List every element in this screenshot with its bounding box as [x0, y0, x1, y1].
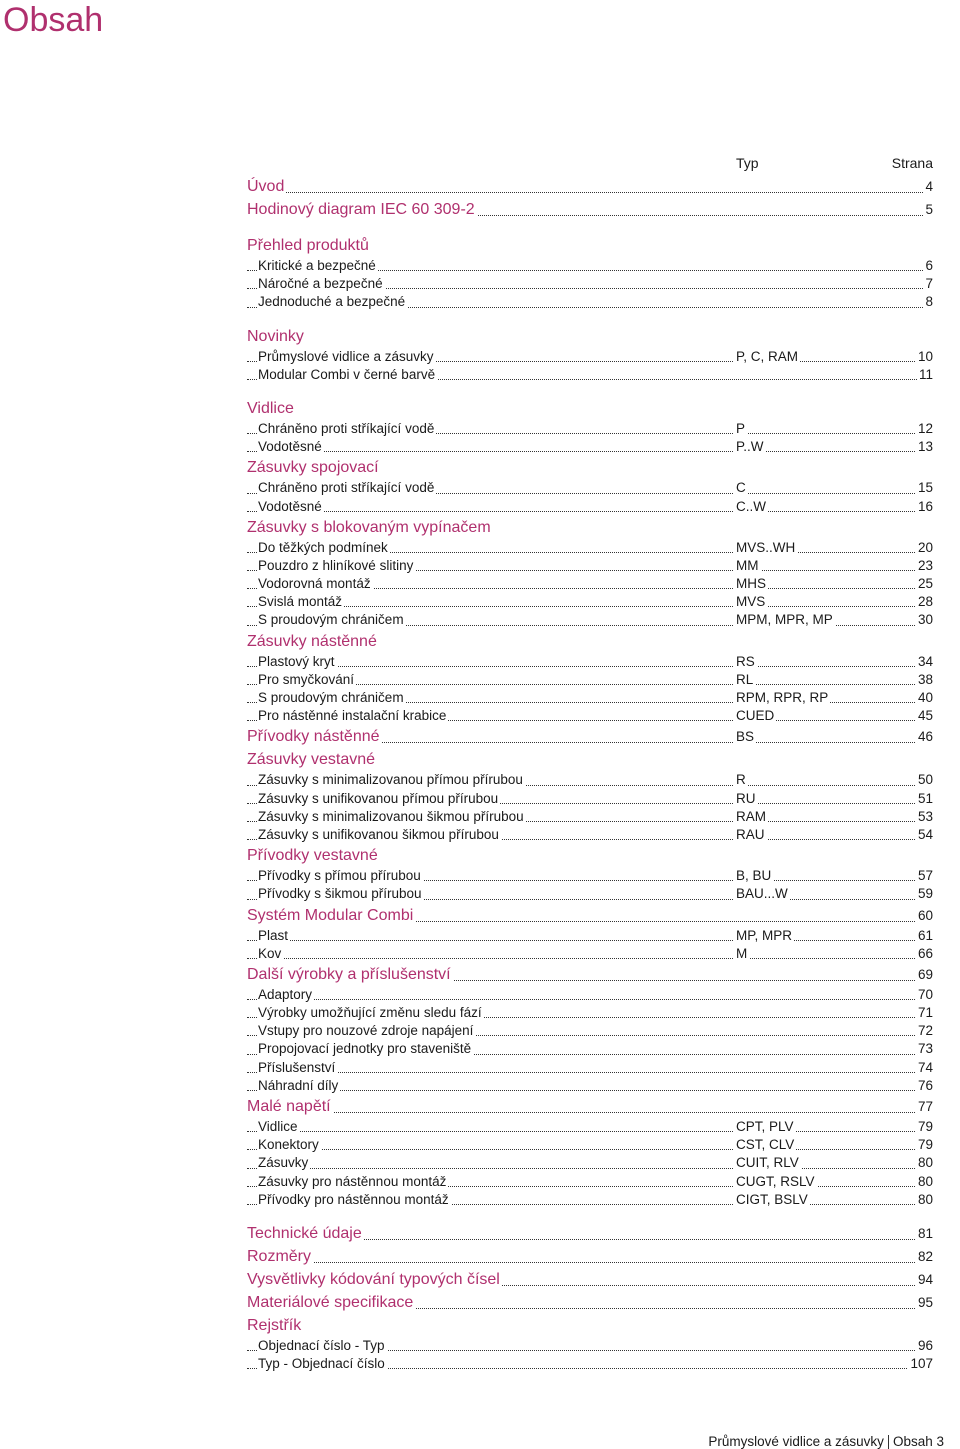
- dot-leader: [247, 1262, 933, 1263]
- toc-page-number: 10: [917, 348, 933, 364]
- toc-entry[interactable]: [247, 1355, 933, 1373]
- dot-leader: [247, 1131, 933, 1132]
- footer-doc-title: Průmyslové vidlice a zásuvky: [708, 1433, 884, 1449]
- toc-section[interactable]: [247, 630, 933, 653]
- dot-leader: [247, 958, 933, 959]
- toc-label: Vidlice: [258, 1119, 298, 1134]
- toc-label: Materiálové specifikace: [247, 1291, 415, 1314]
- toc-label: Malé napětí: [247, 1095, 333, 1118]
- toc-page-number: 4: [923, 175, 933, 198]
- toc-label: Kritické a bezpečné: [258, 258, 376, 273]
- toc-page-number: 73: [917, 1041, 933, 1057]
- toc-rows: [247, 175, 933, 1373]
- toc-section[interactable]: [247, 397, 933, 420]
- toc-entry[interactable]: [247, 689, 933, 707]
- toc-entry[interactable]: [247, 1337, 933, 1355]
- toc-page-number: 95: [916, 1291, 933, 1314]
- toc-page-number: 12: [917, 420, 933, 436]
- toc-section[interactable]: [247, 963, 933, 986]
- toc-entry[interactable]: [247, 1136, 933, 1154]
- toc-label: Průmyslové vidlice a zásuvky: [258, 348, 434, 364]
- toc-label: Vysvětlivky kódování typových čísel: [247, 1268, 502, 1291]
- toc-type: RAM: [736, 808, 766, 824]
- toc-page-number: 80: [917, 1191, 933, 1207]
- toc-type: MVS..WH: [736, 539, 796, 555]
- dot-leader: [247, 1112, 933, 1113]
- toc-label: Zásuvky: [258, 1155, 309, 1171]
- toc-type: MVS: [736, 594, 766, 610]
- toc-page-number: 107: [910, 1356, 933, 1372]
- toc-page-number: 40: [917, 690, 933, 705]
- toc-section[interactable]: [247, 1222, 933, 1245]
- toc-section[interactable]: [247, 198, 933, 221]
- toc-entry[interactable]: [247, 293, 933, 311]
- toc-entry[interactable]: [247, 1191, 933, 1209]
- toc-page-number: 72: [917, 1023, 933, 1039]
- toc-page-number: 96: [917, 1337, 933, 1353]
- toc-entry[interactable]: [247, 653, 933, 671]
- toc-label: Další výrobky a příslušenství: [247, 963, 453, 986]
- toc-entry[interactable]: [247, 927, 933, 945]
- toc-page-number: 66: [917, 945, 933, 961]
- toc-label: Pro smyčkování: [258, 671, 355, 687]
- toc-label: Chráněno proti stříkající vodě: [258, 480, 435, 496]
- typ-column-header: Typ: [736, 155, 759, 171]
- toc-section[interactable]: [247, 456, 933, 479]
- toc-entry[interactable]: [247, 498, 933, 516]
- toc-page-number: 76: [917, 1077, 933, 1093]
- toc-label: Pro nástěnné instalační krabice: [258, 708, 447, 724]
- toc-label: Vidlice: [247, 397, 296, 420]
- toc-section[interactable]: [247, 904, 933, 927]
- page-footer: [708, 1434, 944, 1449]
- toc-type: BAU...W: [736, 886, 788, 902]
- toc-entry[interactable]: [247, 1154, 933, 1172]
- toc-section[interactable]: [247, 1268, 933, 1291]
- toc-entry[interactable]: [247, 771, 933, 789]
- toc-page-number: 53: [917, 808, 933, 824]
- toc-page-number: 79: [917, 1119, 933, 1134]
- toc-entry[interactable]: [247, 438, 933, 456]
- toc-label: Zásuvky s unifikovanou přímou přírubou: [258, 790, 499, 806]
- toc-label: Jednoduché a bezpečné: [258, 294, 406, 310]
- toc-entry[interactable]: [247, 420, 933, 438]
- toc-entry[interactable]: [247, 539, 933, 557]
- toc-entry[interactable]: [247, 867, 933, 885]
- toc-page-number: 80: [917, 1173, 933, 1189]
- toc-type: MPM, MPR, MP: [736, 612, 833, 628]
- toc-type: RPM, RPR, RP: [736, 690, 829, 705]
- footer-separator: [888, 1435, 889, 1449]
- toc-page-number: 77: [916, 1095, 933, 1118]
- dot-leader: [247, 999, 933, 1000]
- toc-entry[interactable]: [247, 945, 933, 963]
- toc-page-number: 13: [917, 439, 933, 455]
- toc-type: P: [736, 420, 746, 436]
- toc-label: Náročné a bezpečné: [258, 276, 383, 292]
- toc-entry[interactable]: [247, 1077, 933, 1095]
- toc-entry[interactable]: [247, 257, 933, 275]
- toc-type: C..W: [736, 498, 766, 514]
- toc-page-number: 69: [916, 963, 933, 986]
- toc-type: M: [736, 945, 748, 961]
- toc-page-number: 6: [925, 258, 933, 273]
- toc-entry[interactable]: [247, 275, 933, 293]
- toc-label: Do těžkých podmínek: [258, 539, 388, 555]
- toc-label: Adaptory: [258, 986, 313, 1002]
- dot-leader: [247, 451, 933, 452]
- toc-entry[interactable]: [247, 808, 933, 826]
- toc-entry[interactable]: [247, 986, 933, 1004]
- toc-page-number: 46: [916, 725, 933, 748]
- toc-type: CST, CLV: [736, 1137, 795, 1153]
- toc-type: CUED: [736, 708, 775, 724]
- dot-leader: [247, 1072, 933, 1073]
- toc-header: [247, 155, 933, 175]
- toc-type: MHS: [736, 576, 766, 592]
- toc-page-number: 82: [916, 1245, 933, 1268]
- toc-type: MM: [736, 557, 759, 573]
- toc-page-number: 23: [917, 557, 933, 573]
- toc-page-number: 30: [917, 612, 933, 628]
- toc-section[interactable]: [247, 844, 933, 867]
- toc-page-number: 38: [917, 671, 933, 687]
- toc-type: RS: [736, 653, 755, 669]
- toc-section[interactable]: [247, 725, 933, 748]
- dot-leader: [247, 940, 933, 941]
- toc-entry[interactable]: [247, 366, 933, 384]
- toc-page-number: 51: [917, 790, 933, 806]
- toc-label: Zásuvky spojovací: [247, 456, 381, 479]
- toc-page-number: 54: [917, 826, 933, 842]
- toc-page-number: 80: [917, 1155, 933, 1171]
- toc-page-number: 79: [917, 1137, 933, 1153]
- toc-label: Výrobky umožňující změnu sledu fází: [258, 1005, 482, 1021]
- toc-label: Vodorovná montáž: [258, 576, 371, 592]
- toc-label: Objednací číslo - Typ: [258, 1337, 385, 1353]
- toc-entry[interactable]: [247, 1022, 933, 1040]
- toc-entry[interactable]: [247, 707, 933, 725]
- toc-label: Systém Modular Combi: [247, 904, 415, 927]
- toc-label: Hodinový diagram IEC 60 309-2: [247, 198, 477, 221]
- dot-leader: [247, 666, 933, 667]
- toc-page-number: 11: [918, 366, 933, 382]
- dot-leader: [247, 192, 933, 193]
- toc-page-number: 57: [917, 868, 933, 884]
- toc-page-number: 45: [917, 708, 933, 724]
- toc-page-number: 71: [917, 1005, 933, 1021]
- toc-entry[interactable]: [247, 479, 933, 497]
- toc-label: Přívodky s přímou přírubou: [258, 868, 421, 884]
- toc-entry[interactable]: [247, 826, 933, 844]
- toc-type: RL: [736, 671, 754, 687]
- toc-label: Kov: [258, 945, 282, 961]
- toc-page-number: 61: [917, 927, 933, 943]
- toc-section[interactable]: [247, 748, 933, 771]
- toc-page-number: 25: [917, 576, 933, 592]
- toc-label: Zásuvky s minimalizovanou přímou přírubou: [258, 772, 523, 788]
- toc-entry[interactable]: [247, 790, 933, 808]
- toc-type: P, C, RAM: [736, 348, 799, 364]
- toc-type: RAU: [736, 826, 765, 842]
- toc-section[interactable]: [247, 1291, 933, 1314]
- toc-page-number: 16: [917, 498, 933, 514]
- toc-type: CIGT, BSLV: [736, 1191, 808, 1207]
- toc-page-number: 34: [917, 653, 933, 669]
- dot-leader: [247, 1168, 933, 1169]
- toc-label: Pouzdro z hliníkové slitiny: [258, 557, 414, 573]
- toc-section[interactable]: [247, 1314, 933, 1337]
- toc-type: P..W: [736, 439, 764, 455]
- toc-page-number: 7: [925, 276, 933, 292]
- toc-label: Úvod: [247, 175, 286, 198]
- toc-entry[interactable]: [247, 1173, 933, 1191]
- dot-leader: [247, 606, 933, 607]
- toc-type: CUIT, RLV: [736, 1155, 799, 1171]
- toc-page-number: 28: [917, 594, 933, 610]
- page-title: Obsah: [3, 1, 104, 39]
- toc-section[interactable]: [247, 516, 933, 539]
- toc-label: Přívodky vestavné: [247, 844, 380, 867]
- toc-label: S proudovým chráničem: [258, 612, 404, 628]
- toc-entry[interactable]: [247, 593, 933, 611]
- toc-label: Novinky: [247, 325, 306, 348]
- dot-leader: [247, 1149, 933, 1150]
- toc-entry[interactable]: [247, 557, 933, 575]
- toc-entry[interactable]: [247, 1118, 933, 1136]
- toc-label: Vodotěsné: [258, 439, 322, 455]
- toc-page-number: 81: [916, 1222, 933, 1245]
- toc-label: Zásuvky s blokovaným vypínačem: [247, 516, 493, 539]
- toc-page-number: 94: [916, 1268, 933, 1291]
- toc-entry[interactable]: [247, 1004, 933, 1022]
- toc-label: Zásuvky s unifikovanou šikmou přírubou: [258, 826, 499, 842]
- toc-label: Přehled produktů: [247, 234, 371, 257]
- toc-entry[interactable]: [247, 611, 933, 629]
- toc-label: Propojovací jednotky pro staveniště: [258, 1041, 472, 1057]
- toc-entry[interactable]: [247, 885, 933, 903]
- toc-label: S proudovým chráničem: [258, 690, 404, 705]
- toc-section[interactable]: [247, 175, 933, 198]
- toc-label: Vstupy pro nouzové zdroje napájení: [258, 1023, 474, 1039]
- footer-section: Obsah: [892, 1433, 933, 1449]
- toc-label: Zásuvky nástěnné: [247, 630, 379, 653]
- dot-leader: [247, 1090, 933, 1091]
- toc-page-number: 20: [917, 539, 933, 555]
- toc-type: CUGT, RSLV: [736, 1173, 815, 1189]
- toc-page-number: 8: [925, 294, 933, 310]
- toc-page-number: 50: [917, 772, 933, 788]
- toc-type: BS: [734, 725, 756, 748]
- toc-page-number: 60: [916, 904, 933, 927]
- toc-label: Zásuvky s minimalizovanou šikmou přírubou: [258, 808, 524, 824]
- toc-type: B, BU: [736, 868, 772, 884]
- toc-label: Zásuvky vestavné: [247, 748, 377, 771]
- toc-page-number: 74: [917, 1059, 933, 1075]
- toc-section[interactable]: [247, 1095, 933, 1118]
- toc-label: Přívodky s šikmou přírubou: [258, 886, 422, 902]
- toc-label: Plastový kryt: [258, 653, 335, 669]
- toc-label: Technické údaje: [247, 1222, 364, 1245]
- toc-entry[interactable]: [247, 671, 933, 689]
- toc-entry[interactable]: [247, 1059, 933, 1077]
- toc-type: RU: [736, 790, 756, 806]
- toc-page-number: 5: [923, 198, 933, 221]
- toc-label: Modular Combi v černé barvě: [258, 366, 436, 382]
- toc-label: Chráněno proti stříkající vodě: [258, 420, 435, 436]
- toc-label: Vodotěsné: [258, 498, 322, 514]
- toc-label: Plast: [258, 927, 289, 943]
- toc-label: Typ - Objednací číslo: [258, 1356, 385, 1372]
- toc-label: Rejstřík: [247, 1314, 303, 1337]
- toc-label: Příslušenství: [258, 1059, 336, 1075]
- toc-type: MP, MPR: [736, 927, 793, 943]
- toc-section[interactable]: [247, 234, 933, 257]
- toc-label: Svislá montáž: [258, 594, 343, 610]
- toc-label: Konektory: [258, 1137, 319, 1153]
- table-of-contents: [247, 155, 933, 1373]
- toc-label: Rozměry: [247, 1245, 313, 1268]
- toc-type: C: [736, 480, 746, 496]
- toc-label: Přívodky pro nástěnnou montáž: [258, 1191, 449, 1207]
- toc-type: CPT, PLV: [736, 1119, 794, 1134]
- toc-label: Přívodky nástěnné: [247, 725, 382, 748]
- toc-entry[interactable]: [247, 575, 933, 593]
- dot-leader: [247, 511, 933, 512]
- toc-section[interactable]: [247, 325, 933, 348]
- toc-page-number: 15: [917, 480, 933, 496]
- footer-page-number: 3: [936, 1433, 944, 1449]
- toc-label: Zásuvky pro nástěnnou montáž: [258, 1173, 447, 1189]
- toc-section[interactable]: [247, 1245, 933, 1268]
- toc-entry[interactable]: [247, 1040, 933, 1058]
- page-column-header: Strana: [891, 155, 933, 171]
- toc-entry[interactable]: [247, 348, 933, 366]
- toc-type: R: [736, 772, 746, 788]
- toc-label: Náhradní díly: [258, 1077, 339, 1093]
- toc-page-number: 70: [917, 986, 933, 1002]
- toc-page-number: 59: [917, 886, 933, 902]
